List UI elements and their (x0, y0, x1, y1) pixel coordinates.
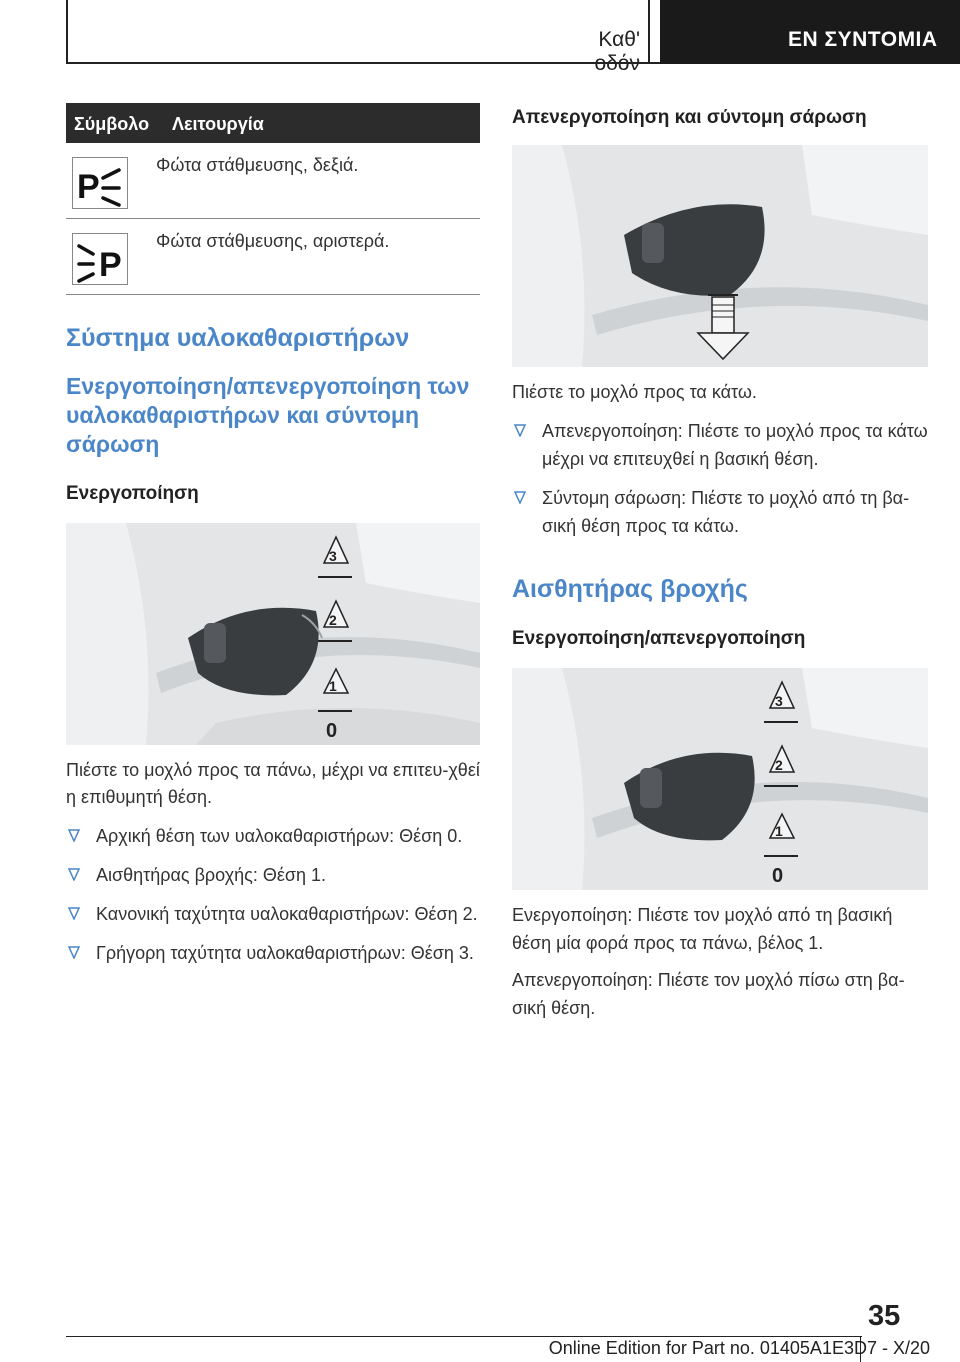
column-header-symbol: Σύμβολο (74, 114, 150, 134)
list-item-text: Αισθητήρας βροχής: Θέση 1. (96, 865, 326, 886)
subsection-heading: Ενεργοποίηση/απενεργοποίηση των υαλοκαθαριστήρων και σύντομη σάρωση (66, 373, 470, 457)
column-header-function: Λειτουργία (172, 114, 264, 134)
list-item (512, 485, 928, 541)
position-label: 0 (772, 864, 784, 887)
table-row (66, 143, 480, 219)
list-item-text: Αρχική θέση των υαλοκαθαριστήρων: Θέση 0. (96, 826, 463, 847)
list-item (66, 862, 480, 890)
header-rule (66, 0, 68, 64)
svg-text:P: P (99, 246, 122, 284)
position-label: 3 (329, 547, 337, 564)
position-label: 0 (326, 719, 338, 742)
bullet-triangle-icon (514, 491, 526, 504)
chapter-tab[interactable]: ΕΝ ΣΥΝΤΟΜΙΑ (660, 0, 960, 64)
wiper-lever-down-illustration (512, 145, 928, 367)
header-divider (648, 0, 650, 64)
left-column (66, 103, 480, 968)
rain-sensor-illustration (512, 668, 928, 890)
rain-sensor-subheading: Ενεργοποίηση/απενεργοποίηση (512, 627, 806, 649)
edition-text: Online Edition for Part no. 01405A1E3D7 - X/20 (548, 1338, 930, 1358)
table-row (66, 219, 480, 295)
bullet-triangle-icon (68, 829, 80, 842)
list-item (66, 823, 480, 851)
page-number: 35 (868, 1300, 901, 1332)
table-cell-text: Φώτα στάθμευσης, αριστερά. (156, 231, 390, 251)
list-item-text: Κανονική ταχύτητα υαλοκαθαριστήρων: Θέση 2. (96, 904, 478, 925)
symbol-table-header (66, 103, 480, 143)
list-item-text: Γρήγορη ταχύτητα υαλοκαθαριστήρων: Θέση 3. (96, 942, 474, 963)
right-column (512, 103, 928, 1023)
list-item-text: Σύντομη σάρωση: Πιέστε το μοχλό από τη βα-σική θέση προς τα κάτω. (542, 487, 910, 536)
deactivation-heading: Απενεργοποίηση και σύντομη σάρωση (512, 107, 867, 128)
list-item (66, 901, 480, 929)
parking-light-right-icon (72, 157, 128, 209)
parking-light-left-icon (72, 233, 128, 285)
list-item-text: Απενεργοποίηση: Πιέστε το μοχλό προς τα κάτω μέχρι να επιτευχθεί η βασική θέση. (542, 420, 928, 469)
position-label: 2 (775, 756, 783, 773)
wiper-lever-illustration (66, 523, 480, 745)
list-item (66, 940, 480, 968)
footer-rule (66, 1336, 862, 1337)
section-title: Καθ' οδόν (594, 28, 640, 75)
rain-deactivation-text: Απενεργοποίηση: Πιέστε τον μοχλό πίσω στη βα-σική θέση. (512, 970, 905, 1019)
table-cell-text: Φώτα στάθμευσης, δεξιά. (156, 155, 359, 175)
bullet-triangle-icon (68, 907, 80, 920)
position-label: 3 (775, 692, 783, 709)
section-heading: Αισθητήρας βροχής (512, 575, 748, 604)
deactivation-list (512, 418, 928, 541)
position-label: 2 (329, 611, 337, 628)
activation-label: Ενεργοποίηση (66, 482, 199, 504)
activation-text: Πιέστε το μοχλό προς τα πάνω, μέχρι να επιτευ-χθεί η επιθυμητή θέση. (66, 759, 480, 808)
bullet-triangle-icon (514, 424, 526, 437)
bullet-triangle-icon (68, 868, 80, 881)
page-header (0, 0, 960, 75)
deactivation-text: Πιέστε το μοχλό προς τα κάτω. (512, 382, 757, 402)
svg-text:P: P (77, 168, 100, 206)
position-list (66, 823, 480, 968)
position-label: 1 (775, 822, 783, 839)
rain-activation-text: Ενεργοποίηση: Πιέστε τον μοχλό από τη βασική θέση μία φορά προς τα πάνω, βέλος 1. (512, 904, 893, 953)
section-heading: Σύστημα υαλοκαθαριστήρων (66, 324, 410, 352)
bullet-triangle-icon (68, 946, 80, 959)
position-label: 1 (329, 677, 337, 694)
list-item (512, 418, 928, 474)
